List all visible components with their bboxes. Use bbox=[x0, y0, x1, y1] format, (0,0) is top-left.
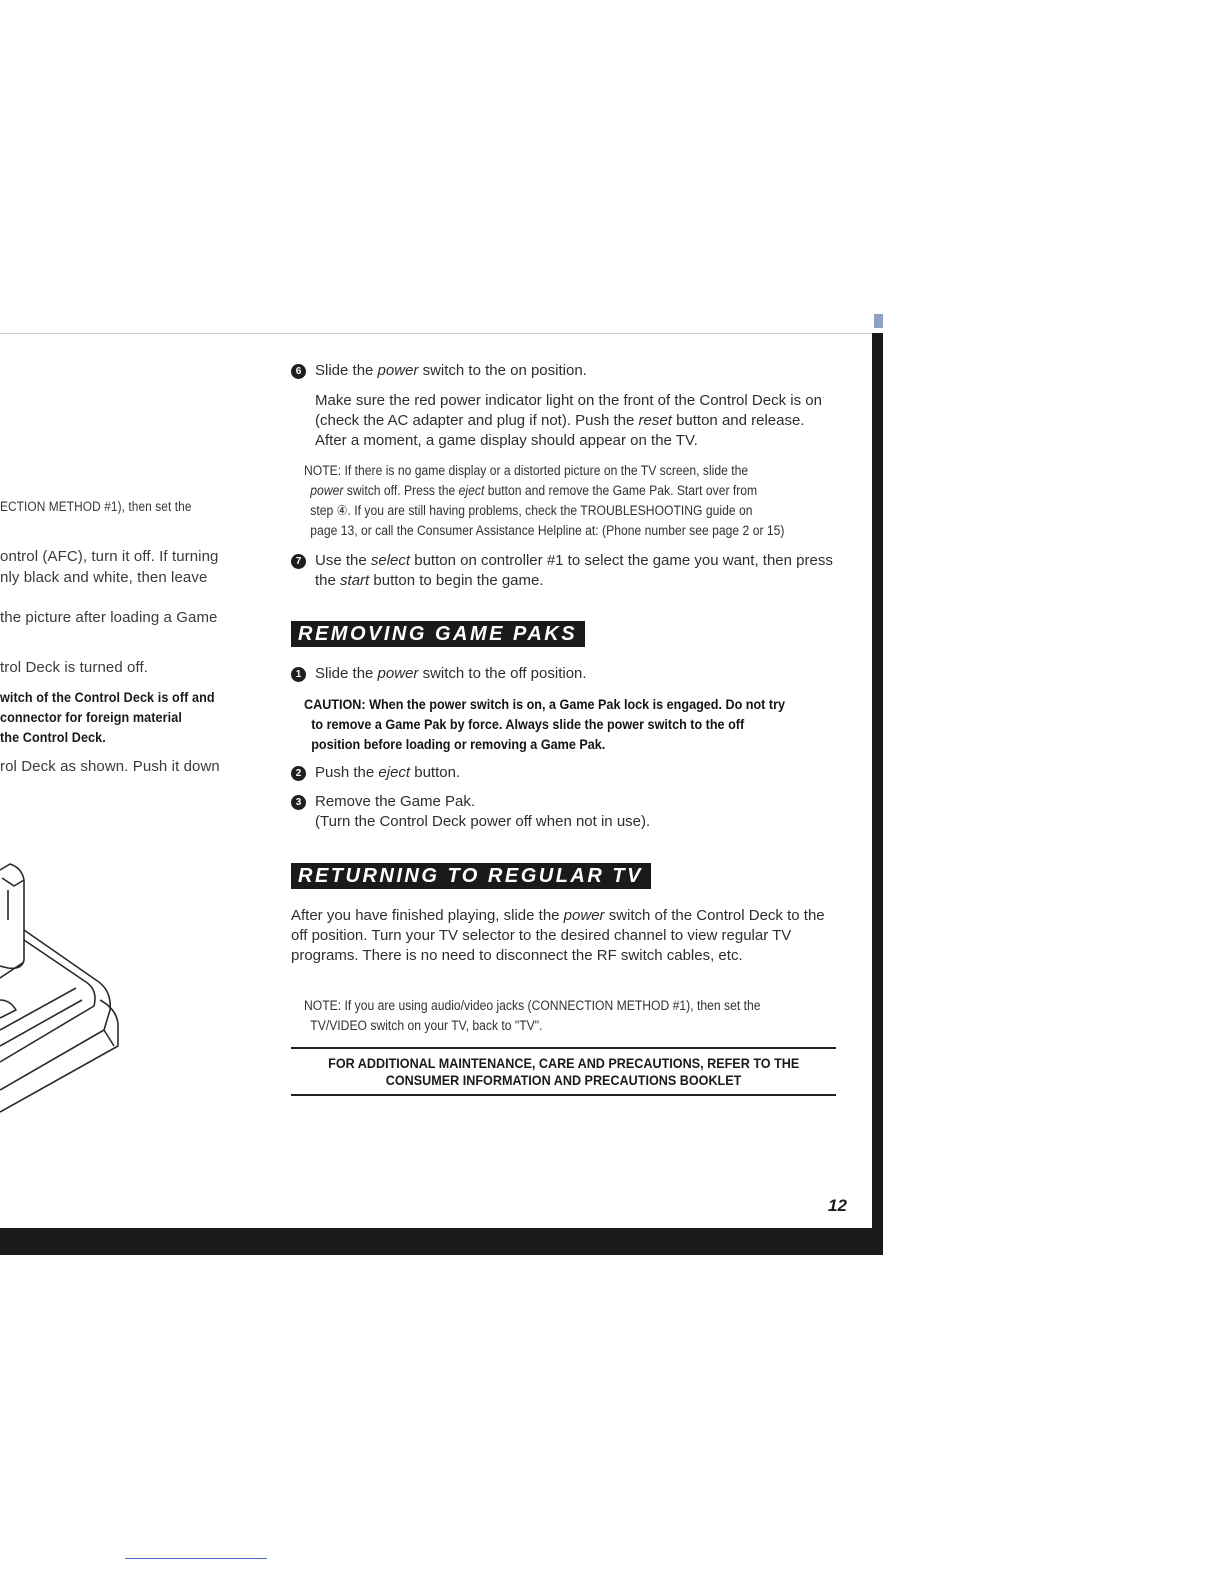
control-deck-illustration bbox=[0, 850, 130, 1120]
step-text: Slide the bbox=[315, 665, 378, 682]
step-number-badge: 6 bbox=[291, 364, 306, 379]
removing-step-2 bbox=[291, 763, 837, 783]
step-text-emphasis: power bbox=[377, 362, 419, 379]
paragraph-text: After you have finished playing, slide the bbox=[291, 907, 564, 924]
note-line: NOTE: If you are using audio/video jacks (CONNECTION METHOD #1), then set the bbox=[304, 998, 761, 1013]
returning-heading bbox=[291, 863, 651, 889]
step-text: switch to the off position. bbox=[418, 665, 587, 682]
notice-line: FOR ADDITIONAL MAINTENANCE, CARE AND PRECAUTIONS, REFER TO THE bbox=[327, 1055, 800, 1071]
note-text: switch off. Press the bbox=[343, 483, 459, 498]
removing-heading bbox=[291, 621, 585, 647]
step-6 bbox=[291, 361, 837, 381]
left-text-line: nly black and white, then leave bbox=[0, 569, 208, 586]
step-6-detail bbox=[291, 391, 837, 451]
step-number-badge: 2 bbox=[291, 766, 306, 781]
page-edge-tab bbox=[874, 314, 883, 328]
paragraph-text: switch of the Control Deck to the off position. Turn your TV selector to the desired channel to view regular TV programs. There is no need to disconnect the RF switch cables, etc. bbox=[291, 907, 825, 964]
paragraph-emphasis: power bbox=[563, 907, 605, 924]
note-block-2 bbox=[304, 996, 911, 1036]
step-text: Slide the bbox=[315, 362, 378, 379]
left-text-line: ontrol (AFC), turn it off. If turning bbox=[0, 548, 219, 565]
removing-step-1 bbox=[291, 664, 837, 684]
left-text-line: rol Deck as shown. Push it down bbox=[0, 758, 220, 775]
caution-line: CAUTION: When the power switch is on, a Game Pak lock is engaged. Do not try bbox=[304, 696, 785, 712]
step-text: Use the bbox=[315, 552, 371, 569]
note-line: NOTE: If there is no game display or a distorted picture on the TV screen, slide the bbox=[304, 463, 749, 478]
bottom-page-border bbox=[0, 1228, 883, 1255]
top-rule bbox=[0, 333, 872, 334]
paragraph-emphasis: reset bbox=[638, 412, 672, 429]
step-text: button. bbox=[410, 764, 461, 781]
step-text: (Turn the Control Deck power off when not in use). bbox=[315, 813, 651, 830]
left-text-line: ECTION METHOD #1), then set the bbox=[0, 499, 192, 514]
section-heading: REMOVING GAME PAKS bbox=[291, 621, 585, 647]
removing-step-3 bbox=[291, 792, 837, 832]
left-bold-line: witch of the Control Deck is off and bbox=[0, 689, 215, 705]
step-number-badge: 1 bbox=[291, 667, 306, 682]
step-text: button to begin the game. bbox=[369, 572, 544, 589]
note-line bbox=[304, 481, 850, 501]
step-text: button on controller #1 to select the game you want, then press the bbox=[315, 552, 833, 589]
step-text: Remove the Game Pak. bbox=[315, 793, 476, 810]
note-line: page 13, or call the Consumer Assistance Helpline at: (Phone number see page 2 or 15) bbox=[310, 523, 785, 538]
step-text-emphasis: power bbox=[377, 665, 419, 682]
caution-line: position before loading or removing a Game Pak. bbox=[311, 736, 606, 752]
returning-paragraph bbox=[291, 906, 837, 966]
section-heading: RETURNING TO REGULAR TV bbox=[291, 863, 651, 889]
step-text-emphasis: start bbox=[340, 572, 370, 589]
left-bold-line: connector for foreign material bbox=[0, 709, 182, 725]
step-7 bbox=[291, 551, 837, 591]
left-text-line: trol Deck is turned off. bbox=[0, 659, 149, 676]
footnote-rule bbox=[125, 1558, 267, 1559]
page-number: 12 bbox=[828, 1196, 847, 1215]
paragraph-text: Make sure the red power indicator light on the front of the Control Deck is on (check the AC adapter and plug if not). Push the bbox=[315, 392, 822, 429]
step-text-emphasis: select bbox=[370, 552, 411, 569]
notice-line: CONSUMER INFORMATION AND PRECAUTIONS BOOKLET bbox=[385, 1072, 742, 1088]
step-text: Push the bbox=[315, 764, 379, 781]
note-emphasis: eject bbox=[458, 483, 485, 498]
step-number-badge: 3 bbox=[291, 795, 306, 810]
note-text: button and remove the Game Pak. Start over from bbox=[484, 483, 758, 498]
note-block bbox=[304, 461, 911, 541]
paragraph-text: button and release. After a moment, a game display should appear on the TV. bbox=[315, 412, 805, 449]
note-emphasis: power bbox=[310, 483, 344, 498]
step-text: switch to the on position. bbox=[418, 362, 587, 379]
step-number-badge: 7 bbox=[291, 554, 306, 569]
caution-block bbox=[304, 694, 914, 754]
note-line: step ④. If you are still having problems, check the TROUBLESHOOTING guide on bbox=[310, 503, 753, 518]
step-text-emphasis: eject bbox=[378, 764, 411, 781]
left-bold-line: the Control Deck. bbox=[0, 729, 106, 745]
left-text-line: the picture after loading a Game bbox=[0, 609, 218, 626]
maintenance-notice bbox=[291, 1047, 836, 1096]
caution-line: to remove a Game Pak by force. Always slide the power switch to the off bbox=[311, 716, 745, 732]
note-line: TV/VIDEO switch on your TV, back to "TV". bbox=[310, 1018, 543, 1033]
